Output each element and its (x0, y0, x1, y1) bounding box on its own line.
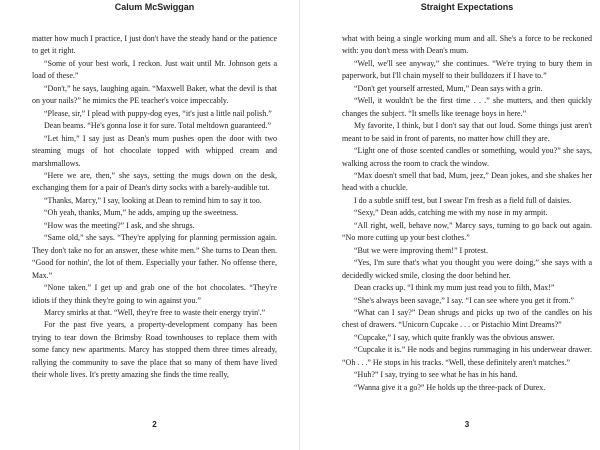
paragraph: “Yes, I'm sure that's what you thought you were doing,” she says with a decidedly wicked smile, closing the door behind her. (342, 258, 592, 280)
paragraph: Dean cracks up. “I think my mum just read you to filth, Max!” (354, 283, 555, 293)
paragraph: “Cupcake,” I say, which quite frankly was the obvious answer. (354, 332, 555, 342)
paragraph: “Well, it wouldn't be the first time . . .” she mutters, and then quickly changes the subject. “It smells like teenage boys in here.” (342, 96, 592, 118)
paragraph: “Sexy,” Dean adds, catching me with my nose in my armpit. (354, 208, 548, 218)
paragraph: what with being a single working mum and all. She's a force to be reckoned with: you don't mess with Dean's mum. (342, 34, 592, 56)
paragraph: “Same old,” she says. “They're applying for planning permission again. They don't take no for an answer, these white men.” She turns to Dean then. “Good for nothin', the lot of them. Especially your father. No offense there, Max.” (32, 233, 277, 280)
paragraph: Marcy smirks at that. “Well, they're free to waste their energy tryin'.” (44, 307, 266, 317)
paragraph: “Let him,” I say just as Dean's mum pushes open the door with two steaming mugs of hot chocolate topped with whipped cream and marshmallows. (32, 133, 277, 168)
paragraph: “Cupcake it is.” He nods and begins rummaging in his underwear drawer. “Oh . . .” He stops in his tracks. “Well, these definitely aren't matches.” (342, 345, 592, 367)
paragraph: For the past five years, a property-development company has been trying to tear down the Brimsby Road townhouses to replace them with some fancy new apartments. Marcy has stopped them three times already, rallying the community to save the place that so many of them have lived their whole lives. It's pretty amazing she finds the time really, (32, 320, 277, 380)
paragraph: “How was the meeting?” I ask, and she shrugs. (44, 220, 195, 230)
page-header-title: Straight Expectations (420, 2, 514, 12)
page-header-author: Calum McSwiggan (114, 2, 195, 12)
paragraph: “Well, we'll see anyway,” she continues. “We're trying to bury them in paperwork, but I'll chain myself to their bulldozers if I have to.” (342, 58, 592, 81)
paragraph: I do a subtle sniff test, but I swear I'm fresh as a field full of daisies. (354, 195, 572, 205)
paragraph: “She's always been savage,” I say. “I can see where you get it from.” (354, 295, 574, 305)
paragraph: “But we were improving them!” I protest. (354, 245, 488, 255)
paragraph: Dean beams. “He's gonna lose it for sure. Total meltdown guaranteed.” (44, 121, 272, 131)
page-number: 3 (464, 420, 470, 429)
paragraph: “Please, sir,” I plead with puppy-dog eyes, “it's just a little nail polish.” (44, 108, 272, 118)
paragraph: “Here we are, then,” she says, setting the mugs down on the desk, exchanging them for a pair of Dean's dirty socks with a barely-audible tut. (32, 170, 277, 193)
paragraph: “Don't get yourself arrested, Mum,” Dean says with a grin. (354, 83, 543, 93)
paragraph: “Don't,” he says, laughing again. “Maxwell Baker, what the devil is that on your nails?” he mimics the PE teacher's voice impeccably. (32, 83, 277, 106)
page-number: 2 (152, 420, 157, 429)
paragraph: “Thanks, Marcy,” I say, looking at Dean to remind him to say it too. (44, 195, 262, 205)
paragraph: “Some of your best work, I reckon. Just wait until Mr. Johnson gets a load of these.” (32, 58, 277, 81)
paragraph: “Max doesn't smell that bad, Mum, jeez,” Dean jokes, and she shakes her head with a chuckle. (342, 170, 592, 193)
paragraph: “Light one of those scented candles or something, would you?” she says, walking across the room to crack the window. (342, 146, 592, 168)
paragraph: “What can I say?” Dean shrugs and picks up two of the candles on his chest of drawers. “Unicorn Cupcake . . . or Pistachio Mint Dreams?” (342, 307, 592, 330)
paragraph: “None taken.” I get up and grab one of the hot chocolates. “They're idiots if they think they're going to win against you.” (32, 283, 277, 305)
paragraph: “Huh?” I say, trying to see what he has in his hand. (354, 370, 518, 380)
page-body (342, 33, 592, 394)
paragraph: matter how much I practice, I just don't have the steady hand or the patience to get it right. (32, 34, 277, 56)
paragraph: “All right, well, behave now,” Marcy says, turning to go back out again. “No more cutting up your best clothes.” (342, 220, 592, 243)
paragraph: My favorite, I think, but I don't say that out loud. Some things just aren't meant to be said in front of parents, no matter how chill they are. (342, 121, 592, 143)
paragraph: “Wanna give it a go?” He holds up the three-pack of Durex. (354, 382, 546, 392)
paragraph: “Oh yeah, thanks, Mum,” he adds, amping up the sweetness. (44, 208, 239, 218)
